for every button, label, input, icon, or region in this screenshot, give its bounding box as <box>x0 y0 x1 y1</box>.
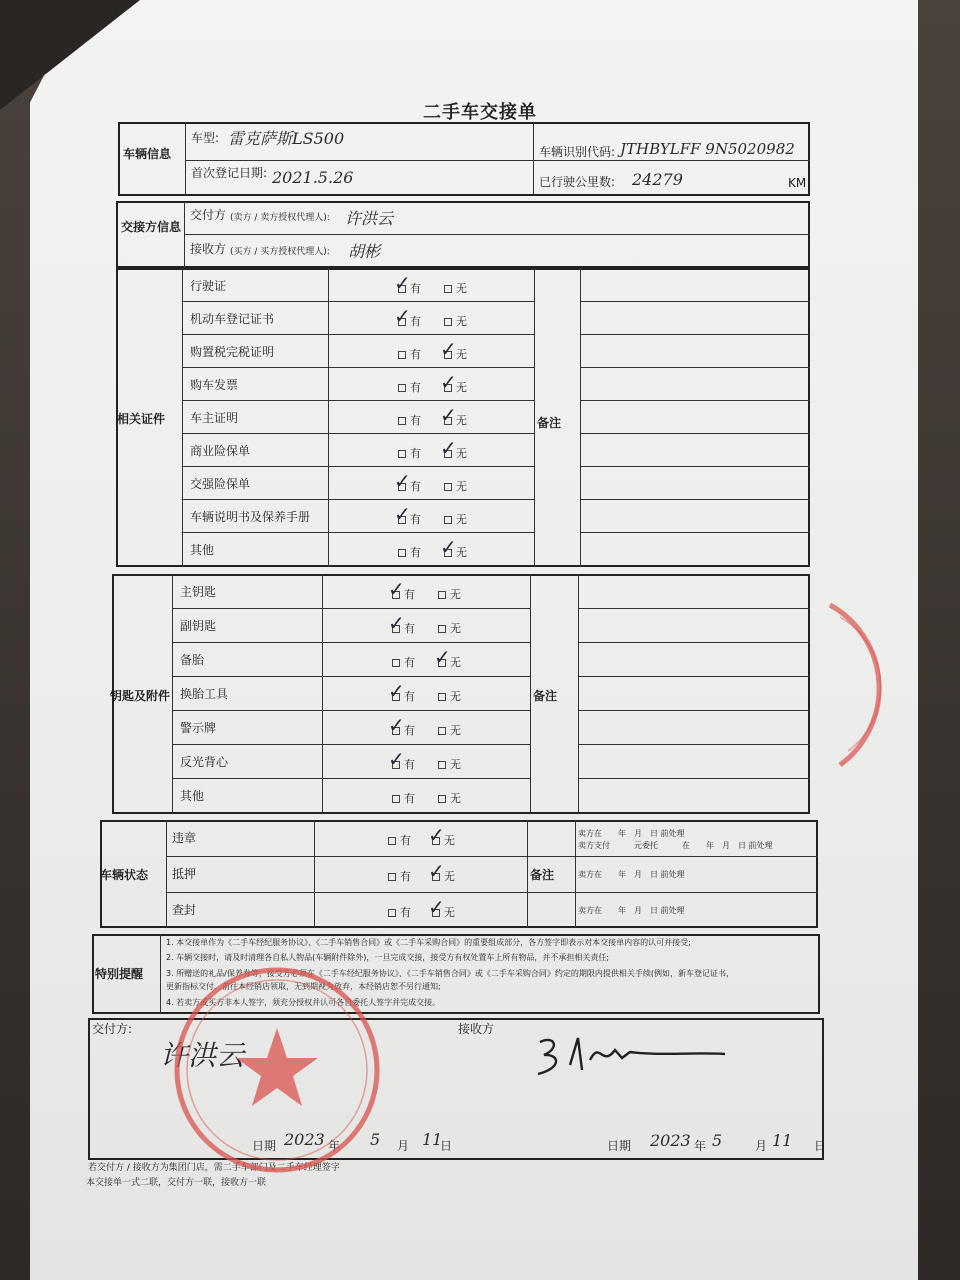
row-divider <box>172 744 530 745</box>
left-date-label: 日期 <box>252 1139 277 1153</box>
row-divider <box>172 710 530 711</box>
remark-row-line <box>580 367 810 368</box>
status-option-yes: 有 <box>388 904 411 920</box>
documents-option-no: 无 <box>444 313 467 329</box>
remark-row-line <box>580 301 810 302</box>
documents-option-yes: 有 <box>398 544 421 560</box>
divider <box>533 122 534 196</box>
documents-remark-label: 备注 <box>537 416 562 430</box>
divider <box>575 820 576 928</box>
receiver-label: 接收方 <box>190 242 227 256</box>
checkbox-icon <box>444 318 452 326</box>
checkbox-icon <box>438 761 446 769</box>
documents-option-yes: 有 <box>398 379 421 395</box>
remark-row-line <box>578 778 810 779</box>
keys-option-yes: 有 <box>392 620 415 636</box>
documents-item-label: 车辆说明书及保养手册 <box>190 510 311 524</box>
left-date-year: 2023 <box>284 1130 325 1149</box>
keys-item-label: 主钥匙 <box>180 585 217 599</box>
deliverer-signature: 许洪云 <box>160 1039 245 1072</box>
left-date-month: 5 <box>370 1130 381 1149</box>
checkbox-icon <box>438 591 446 599</box>
divider <box>328 268 329 567</box>
checkmark-icon: ✓ <box>388 713 405 737</box>
mileage-value: 24279 <box>632 170 683 189</box>
remark-row-line <box>578 642 810 643</box>
divider <box>185 122 186 196</box>
row-divider <box>182 433 534 434</box>
documents-item-label: 购置税完税证明 <box>190 345 275 359</box>
status-remark-2: 卖方支付 元委托 在 年 月 日 前处理 <box>578 841 773 850</box>
status-option-yes: 有 <box>388 868 411 884</box>
footer-line-1: 若交付方 / 接收方为集团门店，需二手车部门及二手车经理签字 <box>88 1163 340 1173</box>
checkbox-icon <box>392 795 400 803</box>
checkmark-icon: ✓ <box>440 535 457 559</box>
receiver-signature-label: 接收方 <box>458 1022 495 1036</box>
right-date-label: 日期 <box>607 1139 632 1153</box>
checkmark-icon: ✓ <box>428 859 445 883</box>
status-remark-4: 卖方在 年 月 日 前处理 <box>578 906 685 915</box>
divider <box>534 268 535 567</box>
checkmark-icon: ✓ <box>394 304 411 328</box>
documents-option-no: 无 <box>444 511 467 527</box>
checkbox-icon <box>392 659 400 667</box>
left-year-label: 年 <box>328 1139 341 1153</box>
remark-row-line <box>578 676 810 677</box>
documents-option-no: 无 <box>444 379 467 395</box>
section-special: 特别提醒 <box>95 967 144 981</box>
checkmark-icon: ✓ <box>440 370 457 394</box>
checkmark-icon: ✓ <box>388 747 405 771</box>
checkmark-icon: ✓ <box>394 271 411 295</box>
status-remark-label: 备注 <box>530 868 555 882</box>
right-date-month: 5 <box>712 1131 723 1150</box>
checkbox-icon <box>438 693 446 701</box>
deliverer-label: 交付方 <box>190 208 227 222</box>
checkbox-icon <box>444 516 452 524</box>
receiver-value: 胡彬 <box>348 242 381 261</box>
row-divider <box>182 532 534 533</box>
divider <box>580 268 581 567</box>
keys-item-label: 备胎 <box>180 653 205 667</box>
row-divider <box>172 608 530 609</box>
keys-remark-label: 备注 <box>533 689 558 703</box>
keys-option-yes: 有 <box>392 790 415 806</box>
divider <box>182 268 183 567</box>
row-divider <box>166 892 527 893</box>
status-option-yes: 有 <box>388 832 411 848</box>
vin-label: 车辆识别代码: <box>539 145 616 159</box>
documents-option-yes: 有 <box>398 280 421 296</box>
keys-option-yes: 有 <box>392 722 415 738</box>
mileage-label: 已行驶公里数: <box>539 175 616 189</box>
right-month-label: 月 <box>755 1139 768 1153</box>
keys-item-label: 其他 <box>180 789 205 803</box>
divider <box>184 234 810 235</box>
checkbox-icon <box>438 625 446 633</box>
keys-option-yes: 有 <box>392 688 415 704</box>
section-vehicle-info: 车辆信息 <box>123 147 172 161</box>
row-divider <box>182 400 534 401</box>
vehicle-info-box <box>118 122 810 196</box>
row-divider <box>182 499 534 500</box>
status-item-label: 违章 <box>172 831 197 845</box>
row-divider <box>182 367 534 368</box>
form-title: 二手车交接单 <box>423 102 537 123</box>
notice-line-1: 1. 本交接单作为《二手车经纪服务协议》、《二手车销售合同》或《二手车采购合同》的重要组成部分，各方签字即表示对本交接单内容的认可并接受; <box>166 938 691 947</box>
keys-option-no: 无 <box>438 722 461 738</box>
checkbox-icon <box>444 483 452 491</box>
documents-option-no: 无 <box>444 346 467 362</box>
divider <box>314 820 315 928</box>
receiver-signature-icon <box>530 1030 730 1080</box>
documents-option-no: 无 <box>444 280 467 296</box>
checkbox-icon <box>438 795 446 803</box>
checkmark-icon: ✓ <box>394 502 411 526</box>
documents-option-no: 无 <box>444 478 467 494</box>
checkbox-icon <box>398 351 406 359</box>
checkbox-icon <box>398 417 406 425</box>
keys-option-no: 无 <box>438 790 461 806</box>
notice-line-4: 更新指标交付、前往本经销店领取，无到期视为放弃，本经销店恕不另行通知; <box>166 982 441 991</box>
keys-item-label: 警示牌 <box>180 721 217 735</box>
documents-item-label: 交强险保单 <box>190 477 251 491</box>
divider <box>530 574 531 814</box>
remark-row-line <box>580 532 810 533</box>
right-year-label: 年 <box>694 1139 707 1153</box>
divider <box>185 160 810 161</box>
remark-row-line <box>580 466 810 467</box>
first-registration-label: 首次登记日期: <box>191 166 268 180</box>
status-item-label: 抵押 <box>172 867 197 881</box>
checkmark-icon: ✓ <box>388 679 405 703</box>
remark-row-line <box>578 710 810 711</box>
documents-option-yes: 有 <box>398 511 421 527</box>
keys-option-yes: 有 <box>392 756 415 772</box>
documents-option-yes: 有 <box>398 412 421 428</box>
deliverer-hint: (卖方 / 卖方授权代理人): <box>230 213 330 223</box>
receiver-hint: (买方 / 买方授权代理人): <box>230 247 330 257</box>
remark-row-line <box>580 499 810 500</box>
keys-item-label: 换胎工具 <box>180 687 229 701</box>
left-date-day: 11 <box>422 1130 443 1149</box>
keys-item-label: 反光背心 <box>180 755 229 769</box>
company-seal-icon <box>162 960 392 1180</box>
documents-option-yes: 有 <box>398 445 421 461</box>
checkmark-icon: ✓ <box>440 436 457 460</box>
keys-option-no: 无 <box>438 654 461 670</box>
divider <box>166 820 167 928</box>
checkmark-icon: ✓ <box>388 577 405 601</box>
first-registration-value: 2021.5.26 <box>272 168 354 187</box>
documents-item-label: 购车发票 <box>190 378 239 392</box>
documents-option-no: 无 <box>444 412 467 428</box>
notice-line-2: 2. 车辆交接时，请及时清理各自私人物品(车辆附件除外)，一旦完成交接，接受方有权处置车上所有物品，并不承担相关责任; <box>166 953 610 962</box>
documents-option-no: 无 <box>444 445 467 461</box>
row-divider <box>172 778 530 779</box>
section-parties: 交接方信息 <box>121 220 182 234</box>
status-item-label: 查封 <box>172 903 197 917</box>
checkbox-icon <box>398 450 406 458</box>
keys-option-no: 无 <box>438 586 461 602</box>
status-box <box>100 820 818 928</box>
section-status: 车辆状态 <box>100 868 149 882</box>
checkmark-icon: ✓ <box>428 823 445 847</box>
remark-row-line <box>578 744 810 745</box>
keys-option-no: 无 <box>438 688 461 704</box>
checkbox-icon <box>398 384 406 392</box>
status-option-no: 无 <box>432 868 455 884</box>
partial-seal-icon <box>800 585 920 785</box>
section-documents: 相关证件 <box>117 412 166 426</box>
documents-option-yes: 有 <box>398 478 421 494</box>
keys-option-no: 无 <box>438 756 461 772</box>
notice-line-5: 4. 若卖方或买方非本人签字，须充分授权并认可各自委托人签字并完成交接。 <box>166 998 441 1007</box>
keys-option-yes: 有 <box>392 586 415 602</box>
status-option-no: 无 <box>432 832 455 848</box>
checkbox-icon <box>388 837 396 845</box>
deliverer-value: 许洪云 <box>345 209 394 228</box>
status-remark-1: 卖方在 年 月 日 前处理 <box>578 829 685 838</box>
left-month-label: 月 <box>397 1139 410 1153</box>
status-remark-3: 卖方在 年 月 日 前处理 <box>578 870 685 879</box>
remark-row-line <box>580 334 810 335</box>
documents-item-label: 商业险保单 <box>190 444 251 458</box>
vin-value: JTHBYLFF 9N5020982 <box>620 140 795 158</box>
documents-option-yes: 有 <box>398 313 421 329</box>
checkmark-icon: ✓ <box>394 469 411 493</box>
left-day-label: 日 <box>440 1139 453 1153</box>
remark-row-line <box>580 433 810 434</box>
right-day-label: 日 <box>814 1139 827 1153</box>
right-date-day: 11 <box>772 1131 793 1150</box>
checkbox-icon <box>388 873 396 881</box>
documents-item-label: 机动车登记证书 <box>190 312 275 326</box>
mileage-unit: KM <box>788 176 807 190</box>
remark-row-line <box>578 608 810 609</box>
remark-row-line <box>580 400 810 401</box>
deliverer-signature-label: 交付方: <box>92 1022 133 1036</box>
checkmark-icon: ✓ <box>440 337 457 361</box>
model-label: 车型: <box>191 131 220 145</box>
divider <box>160 934 161 1014</box>
section-keys: 钥匙及附件 <box>110 689 171 703</box>
keys-item-label: 副钥匙 <box>180 619 217 633</box>
documents-option-no: 无 <box>444 544 467 560</box>
checkbox-icon <box>438 727 446 735</box>
row-divider <box>172 676 530 677</box>
keys-option-no: 无 <box>438 620 461 636</box>
footer-line-2: 本交接单一式二联，交付方一联，接收方一联 <box>86 1178 267 1188</box>
status-option-no: 无 <box>432 904 455 920</box>
checkmark-icon: ✓ <box>388 611 405 635</box>
right-date-year: 2023 <box>650 1131 691 1150</box>
checkbox-icon <box>444 285 452 293</box>
checkbox-icon <box>398 549 406 557</box>
documents-option-yes: 有 <box>398 346 421 362</box>
documents-item-label: 行驶证 <box>190 279 227 293</box>
documents-item-label: 其他 <box>190 543 215 557</box>
row-divider <box>182 334 534 335</box>
checkmark-icon: ✓ <box>440 403 457 427</box>
row-divider <box>166 856 527 857</box>
row-divider <box>182 301 534 302</box>
row-divider <box>172 642 530 643</box>
checkmark-icon: ✓ <box>428 895 445 919</box>
model-value: 雷克萨斯LS500 <box>228 129 345 148</box>
row-divider <box>182 466 534 467</box>
notice-line-3: 3. 所赠送的礼品/保养券等，接受方必须在《二手车经纪服务协议》、《二手车销售合同》或《二手车采购合同》约定的期限内提供相关手续(例如，新车登记证书， <box>166 969 734 978</box>
checkmark-icon: ✓ <box>434 645 451 669</box>
checkbox-icon <box>388 909 396 917</box>
documents-item-label: 车主证明 <box>190 411 239 425</box>
divider <box>527 820 528 928</box>
keys-option-yes: 有 <box>392 654 415 670</box>
